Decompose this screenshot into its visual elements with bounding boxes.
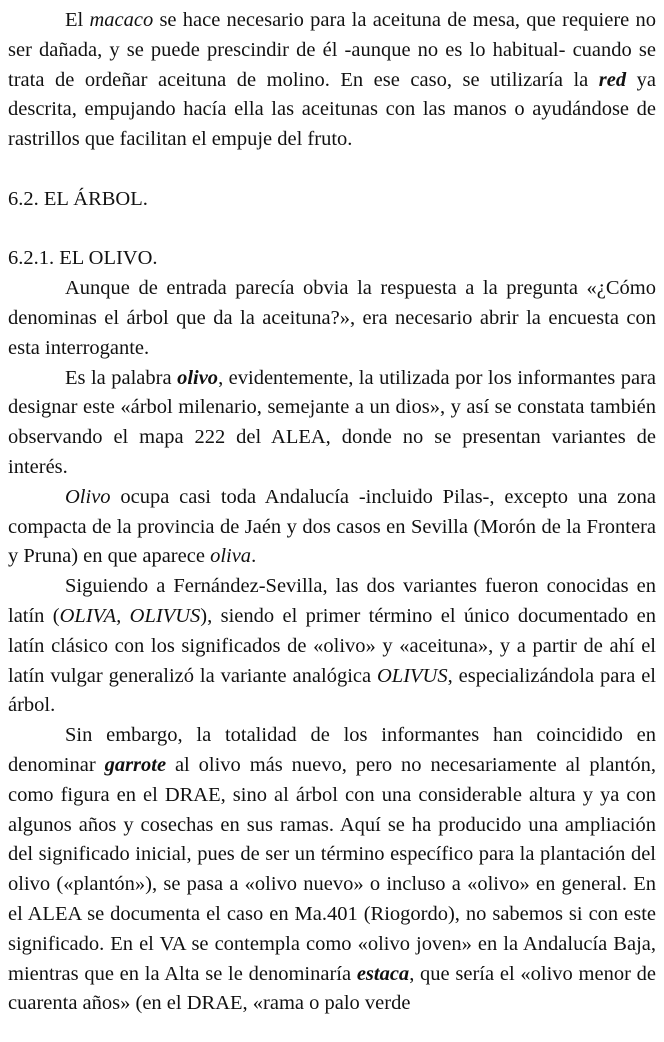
term-olivo-italic: Olivo [65,485,111,508]
term-estaca: estaca [356,962,410,985]
term-garrote: garrote [104,753,167,776]
term-oliva-olivus: OLIVA, OLIVUS [59,604,201,627]
section-heading-arbol: 6.2. EL ÁRBOL. [8,187,148,210]
subsection-heading-olivo: 6.2.1. EL OLIVO. [8,247,158,270]
paragraph-olivo-andalucia: Olivo ocupa casi toda Andalucía -incluido Pilas-, excepto una zona compacta de la provincia de Jaén y dos casos en Sevilla (Morón de la Frontera y Pruna) en que aparece oliva. [8,485,656,568]
term-olivus: OLIVUS [377,664,448,687]
paragraph-garrote: Sin embargo, la totalidad de los informantes han coincidido en denominar garrote al olivo más nuevo, pero no necesariamente al plantón, como figura en el DRAE, sino al árbol con una considerable altura y ya con algunos años y cosechas en sus ramas. Aquí se ha producido una ampliación del significado inicial, pues de ser un término específico para la plantación del olivo («plantón»), se pasa a «olivo nuevo» o incluso a «olivo» en general. En el ALEA se documenta el caso en Ma.401 (Riogordo), no sabemos si con este significado. En el VA se contempla como «olivo joven» en la Andalucía Baja, mientras que en la Alta se le denominaría estaca, que sería el «olivo menor de cuarenta años» (en el DRAE, «rama o palo verde [8,724,657,1015]
term-macaco: macaco [89,9,154,31]
term-red: red [598,68,627,91]
term-olivo: olivo [177,366,219,389]
term-oliva: oliva [210,545,252,568]
paragraph-olivo-palabra: Es la palabra olivo, evidentemente, la utilizada por los informantes para designar este «árbol milenario, semejante a un dios», y así se constata también observando el mapa 222 del ALEA, donde no se presentan variantes de interés. [8,366,656,478]
document-page [8,6,656,1019]
paragraph-macaco: El macaco se hace necesario para la aceituna de mesa, que requiere no ser dañada, y se puede prescindir de él -aunque no es lo habitual- cuando se trata de ordeñar aceituna de molino. En ese caso, se utilizaría la red ya descrita, empujando hacía ella las aceitunas con las manos o ayudándose de rastrillos que facilitan el empuje del fruto. [8,9,656,151]
paragraph-fernandez-sevilla: Siguiendo a Fernández-Sevilla, las dos variantes fueron conocidas en latín (OLIVA, OLIVUS), siendo el primer término el único documentado en latín clásico con los significados de «olivo» y «aceituna», y a partir de ahí el latín vulgar generalizó la variante analógica OLIVUS, especializándola para el árbol. [8,575,656,717]
paragraph-pregunta: Aunque de entrada parecía obvia la respuesta a la pregunta «¿Cómo denominas el árbol que da la aceituna?», era necesario abrir la encuesta con esta interrogante. [8,277,656,359]
